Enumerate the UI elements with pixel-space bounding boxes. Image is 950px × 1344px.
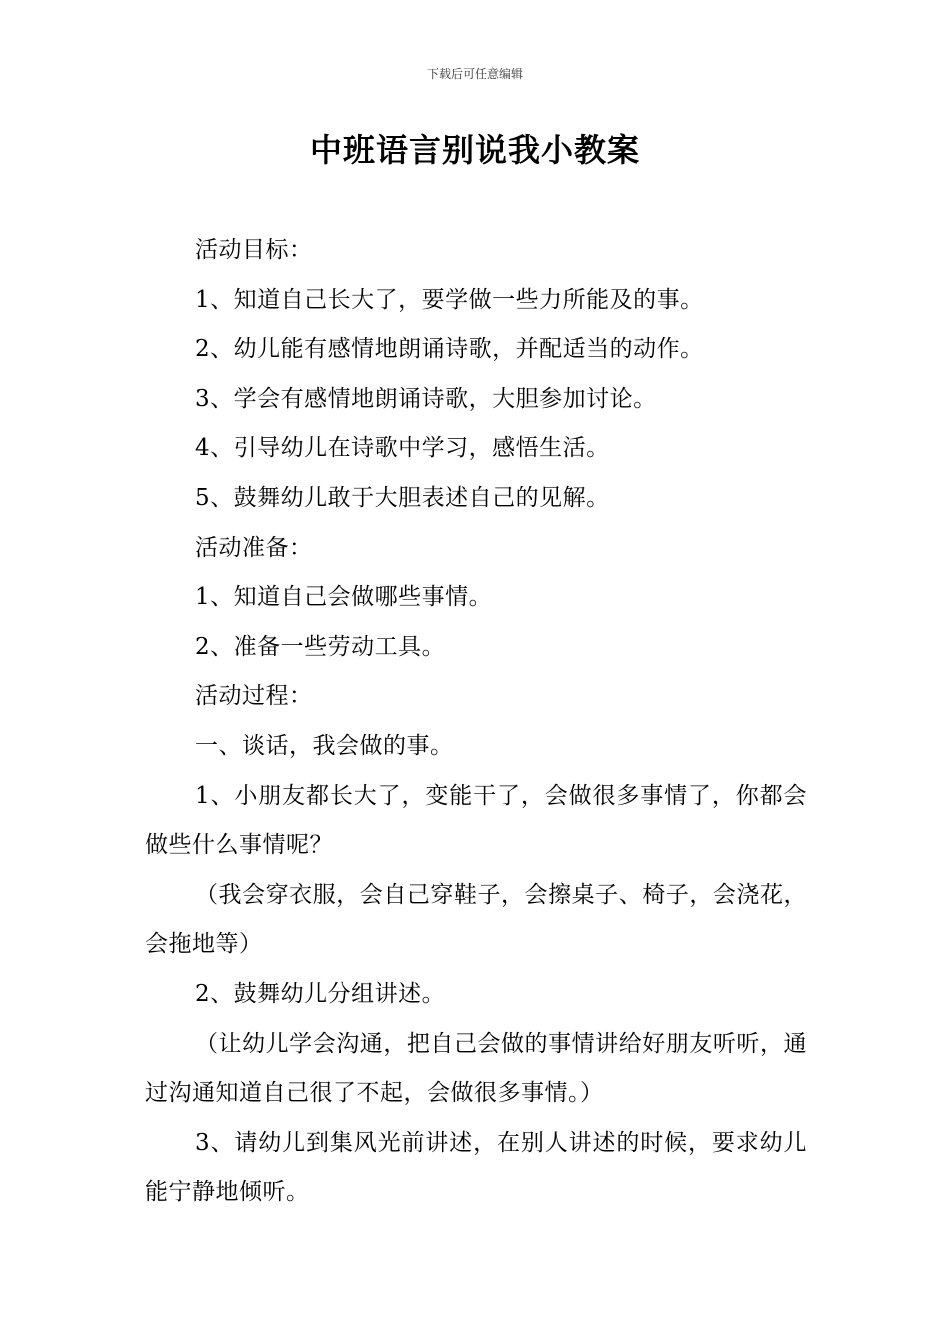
document-body [145,226,807,1218]
paragraph: 5、鼓舞幼儿敢于大胆表述自己的见解。 [195,484,610,511]
document-title: 中班语言别说我小教案 [309,131,640,169]
paragraph: 4、引导幼儿在诗歌中学习，感悟生活。 [195,435,610,462]
header-note: 下载后可任意编辑 [426,67,523,81]
paragraph: 2、鼓舞幼儿分组讲述。 [195,980,446,1007]
paragraph: （我会穿衣服，会自己穿鞋子，会擦桌子、椅子，会浇花，会拖地等） [145,881,807,958]
paragraph: 3、学会有感情地朗诵诗歌，大胆参加讨论。 [195,385,657,412]
paragraph: （让幼儿学会沟通，把自己会做的事情讲给好朋友听听，通过沟通知道自己很了不起，会做很多事情。） [145,1030,807,1107]
paragraph: 2、幼儿能有感情地朗诵诗歌，并配适当的动作。 [195,336,704,363]
paragraph: 1、小朋友都长大了，变能干了，会做很多事情了，你都会做些什么事情呢？ [145,782,807,859]
paragraph: 1、知道自己会做哪些事情。 [195,584,493,611]
paragraph: 1、知道自己长大了，要学做一些力所能及的事。 [195,286,704,313]
section-heading-preparation: 活动准备： [195,534,313,561]
paragraph: 3、请幼儿到集风光前讲述，在别人讲述的时候，要求幼儿能宁静地倾听。 [145,1129,807,1206]
paragraph: 2、准备一些劳动工具。 [195,633,446,660]
section-heading-process: 活动过程： [195,683,313,710]
section-heading-objectives: 活动目标： [195,237,313,263]
paragraph: 一、谈话，我会做的事。 [195,732,454,759]
